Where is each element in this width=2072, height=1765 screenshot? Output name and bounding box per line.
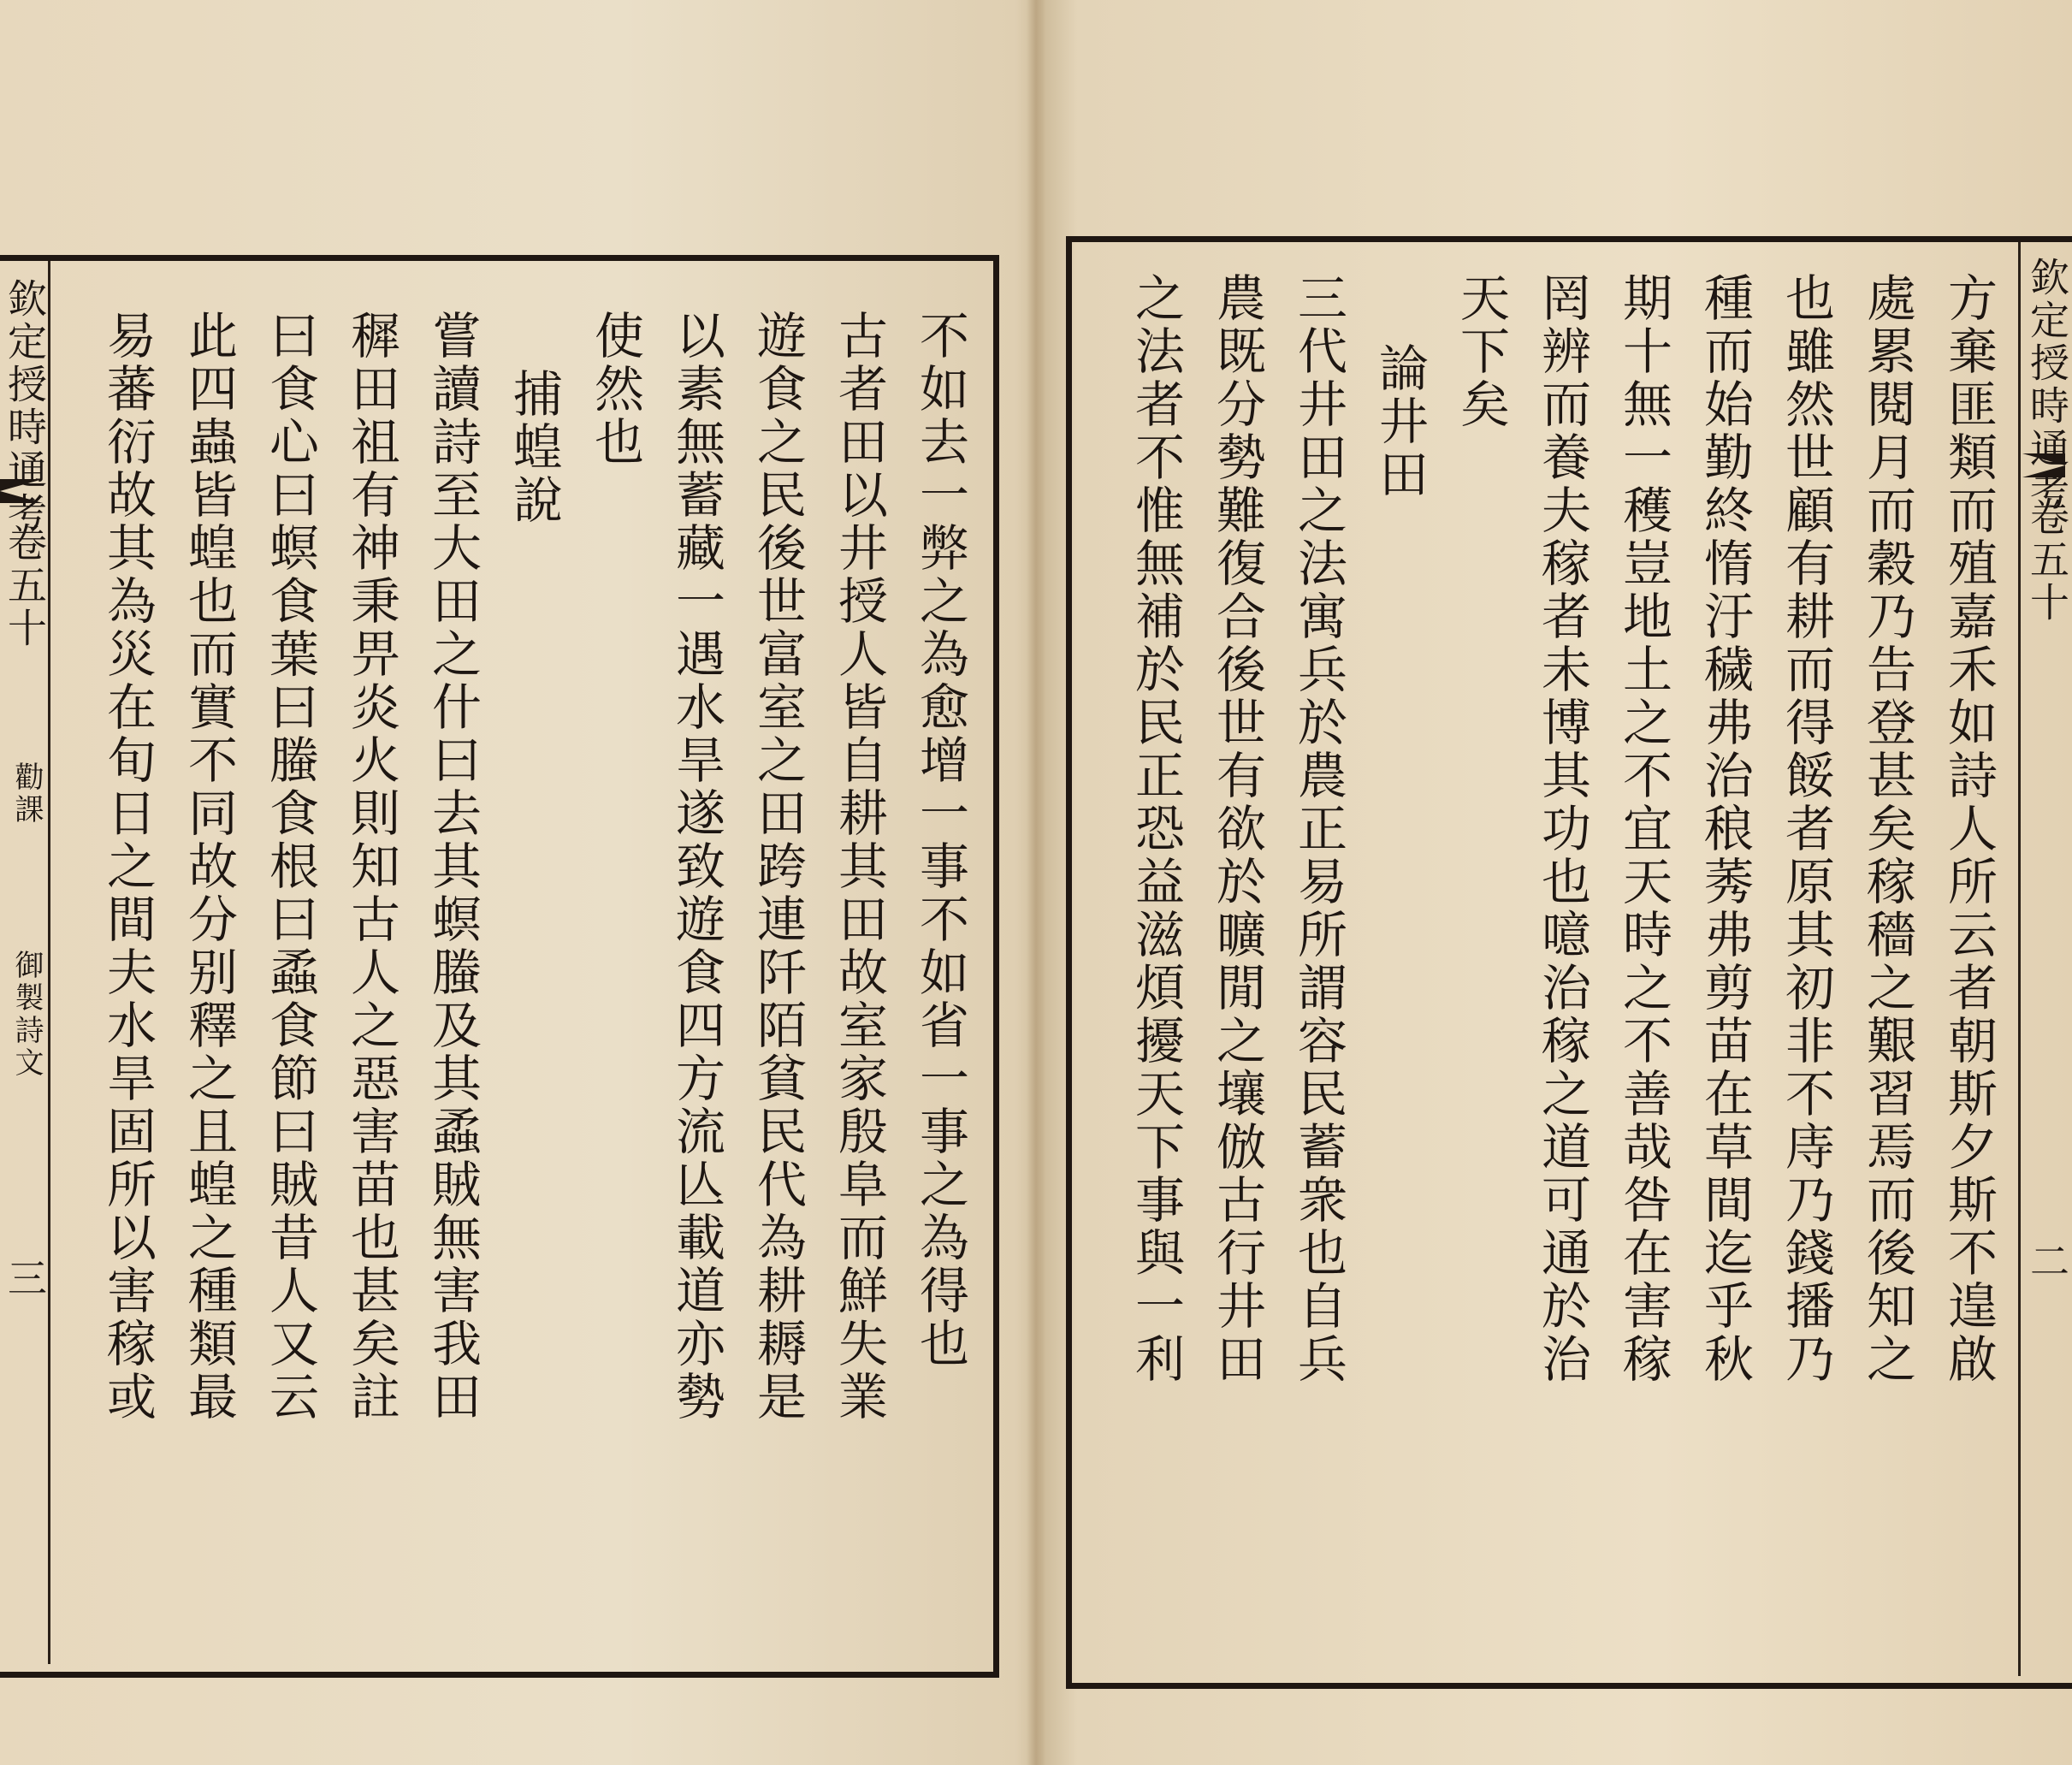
book-gutter xyxy=(1027,0,1045,1765)
left-text-column: 易蕃衍故其為災在旬日之間夫水旱固所以害稼或 xyxy=(98,310,157,1424)
right-text-column: 農既分勢難復合後世有欲於曠閒之壤倣古行井田 xyxy=(1208,272,1266,1386)
left-text-column: 不如去一弊之為愈增一事不如省一事之為得也 xyxy=(911,310,969,1371)
left-text-column: 此四蟲皆蝗也而實不同故分别釋之且蝗之種類最 xyxy=(180,310,238,1424)
left-banxin-section: 勸課 xyxy=(9,761,44,826)
left-text-column: 穉田祖有神秉畀炎火則知古人之惡害苗也甚矣註 xyxy=(342,310,400,1424)
left-text-column: 古者田以井授人皆自耕其田故室家殷阜而鮮失業 xyxy=(830,310,888,1424)
right-text-column: 罔辨而養夫稼者未博其功也噫治稼之道可通於治 xyxy=(1533,272,1591,1386)
right-text-column: 種而始勤終惰汙穢弗治稂莠弗剪苗在草間迄乎秋 xyxy=(1696,272,1754,1386)
right-section-heading: 論井田 xyxy=(1370,342,1429,501)
right-banxin-title: 欽定授時通考 xyxy=(2024,257,2070,513)
right-text-column: 期十無一穫豈地土之不宜天時之不善哉咎在害稼 xyxy=(1614,272,1672,1386)
left-section-heading: 捕蝗說 xyxy=(505,368,563,527)
right-text-column: 天下矣 xyxy=(1452,272,1510,431)
left-text-column: 遊食之民後世富室之田跨連阡陌貧民代為耕耨是 xyxy=(749,310,807,1424)
left-text-column: 以素無蓄藏一遇水旱遂致遊食四方流亾載道亦勢 xyxy=(667,310,725,1424)
right-page xyxy=(1045,0,2072,1765)
left-text-column: 嘗讀詩至大田之什曰去其螟螣及其蟊賊無害我田 xyxy=(423,310,482,1424)
right-text-column: 之法者不惟無補於民正恐益滋煩擾天下事與一利 xyxy=(1127,272,1185,1386)
left-banxin-page-number: 三 xyxy=(2,1258,48,1300)
right-banxin-juan: 卷五十 xyxy=(2024,496,2070,625)
right-text-column: 三代井田之法寓兵於農正易所謂容民蓄衆也自兵 xyxy=(1289,272,1347,1386)
right-text-column: 方棄匪類而殖嘉禾如詩人所云者朝斯夕斯不遑啟 xyxy=(1939,272,1998,1386)
right-text-column: 也雖然世顧有耕而得餒者原其初非不庤乃錢播乃 xyxy=(1777,272,1835,1386)
right-text-column: 處累閱月而穀乃告登甚矣稼穡之艱習焉而後知之 xyxy=(1858,272,1916,1386)
right-banxin-page-number: 二 xyxy=(2024,1241,2070,1283)
left-banxin-subsection: 御製詩文 xyxy=(9,950,44,1080)
left-text-column: 使然也 xyxy=(586,310,644,469)
left-banxin-juan: 卷五十 xyxy=(2,522,48,650)
left-banxin-title: 欽定授時通考 xyxy=(2,278,48,535)
left-text-column: 曰食心曰螟食葉曰螣食根曰蟊食節曰賊昔人又云 xyxy=(261,310,319,1424)
left-page xyxy=(0,0,1027,1765)
